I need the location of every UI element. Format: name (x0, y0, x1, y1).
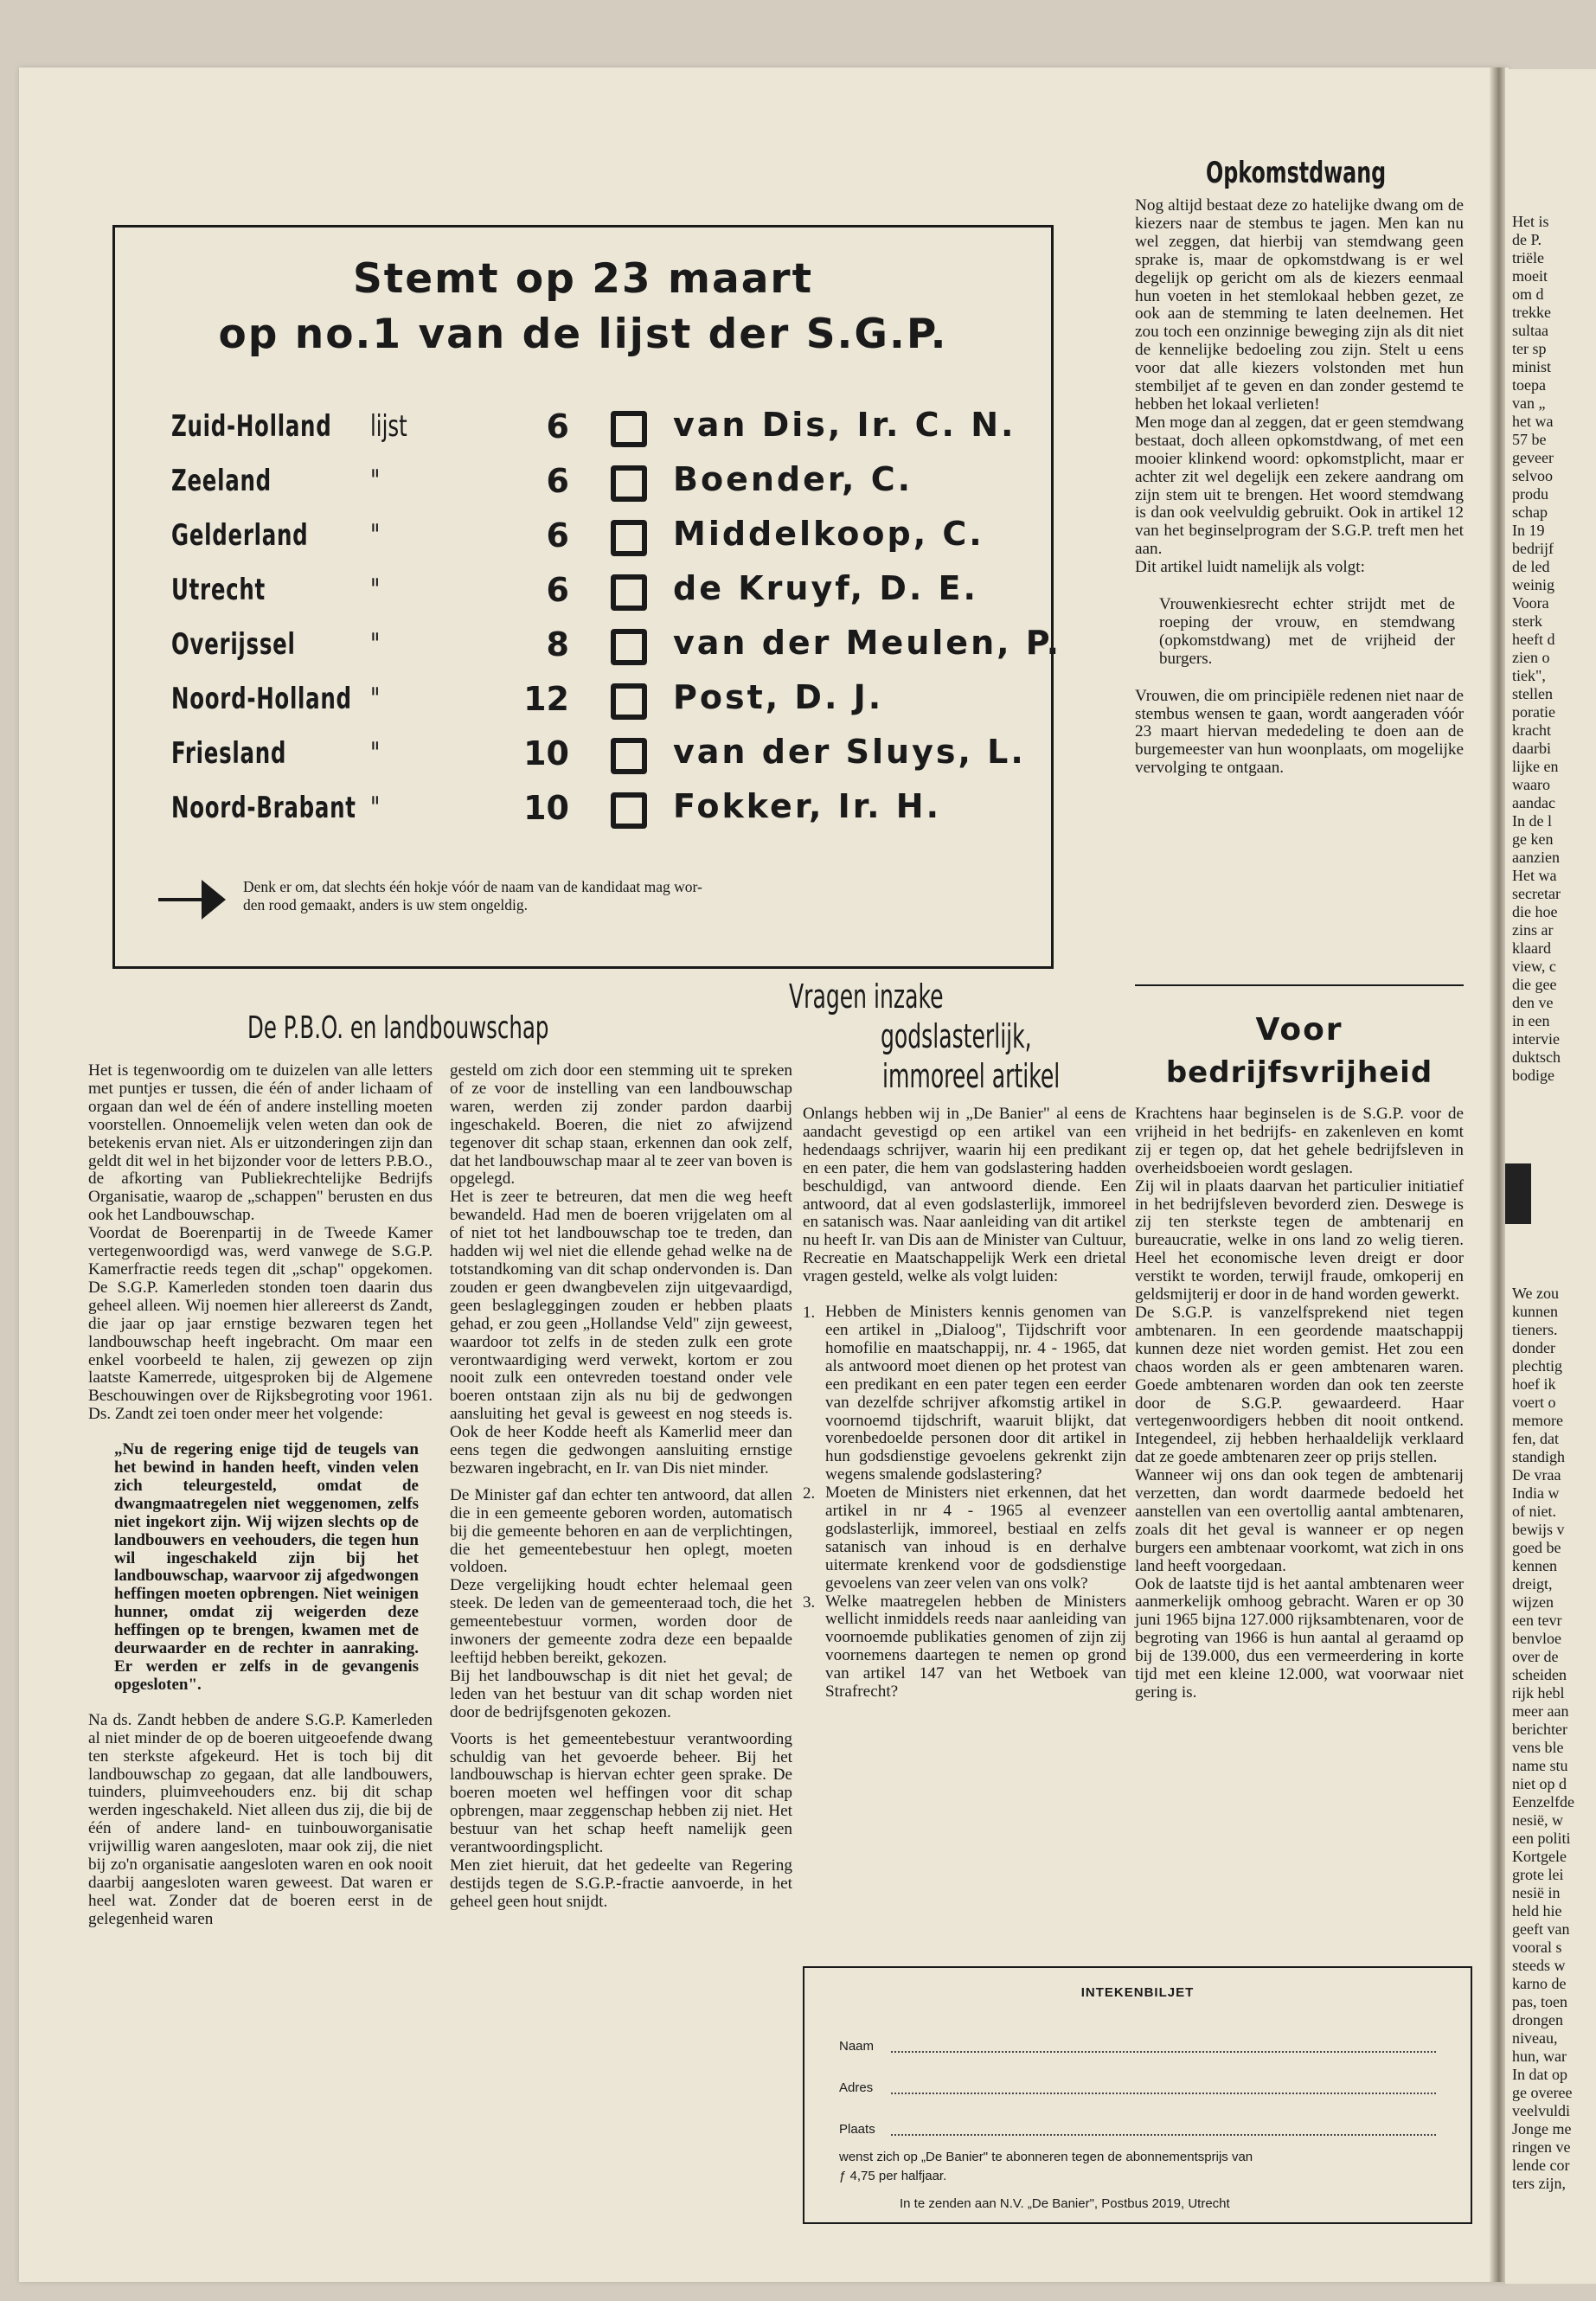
vote-checkbox-icon (611, 465, 647, 502)
next-page-fragment: schap (1512, 503, 1548, 521)
next-page-fragment: In de l (1512, 812, 1552, 830)
next-page-fragment: minist (1512, 358, 1552, 375)
next-page-fragment: standigh (1512, 1448, 1565, 1465)
divider (1135, 984, 1464, 986)
vragen-title-line2: godslasterlijk, (881, 1017, 1032, 1055)
pbo-c1-p3: Na ds. Zandt hebben de andere S.G.P. Kamerleden al niet minder de op de boeren uitgeoefende dwang ten sterkste afgekeurd. Het is toch bij dit landbouwschap zo gegaan, dat alle landbouwers, tuinders, pluimveehouders enz. bij dit schap werden ingeschakeld. Niet alleen dus zij, die bij de één of andere land- en tuinbouworganisatie vrijwillig waren aangesloten, maar ook zij, die niet bij zo'n organisatie aangesloten waren en ook nooit daarbij aangesloten waren geweest. Dat waren er heel wat. Zonder dat de boeren eerst in de gelegenheid waren (88, 1710, 433, 1928)
place-label: Plaats (839, 2122, 875, 2137)
pbo-c1-quote: „Nu de regering enige tijd de teugels van het bewind in handen heeft, vinden velen zich teleurgesteld, omdat de dwangmaatregelen niet weggenomen, zelfs niet ingekort zijn. Wij wijzen slechts op de landbouwers en veehouders, die tegen hun wil ingeschakeld zijn bij het landbouwschap, waarvoor zij afgedwongen heffingen moeten opbrengen. Niet weinigen hunner, omdat zij weigerden deze heffingen op te brengen, kwamen met de deurwaarder en de rechter in aanraking. Er werden er zelfs in de gevangenis opgesloten". (114, 1440, 419, 1694)
next-page-fragment: een politi (1512, 1830, 1571, 1847)
next-page-fragment: stellen (1512, 685, 1553, 702)
next-page-fragment: de P. (1512, 231, 1542, 248)
next-page-fragment: ge ken (1512, 830, 1554, 848)
newspaper-page (19, 67, 1509, 2282)
next-page-fragment: die hoe (1512, 903, 1558, 920)
list-number: 6 (546, 462, 569, 500)
lijst-label: " (370, 518, 381, 553)
vote-checkbox-icon (611, 629, 647, 665)
next-page-fragment: held hie (1512, 1902, 1562, 1920)
next-page-fragment: pas, toen (1512, 1993, 1567, 2010)
candidate-name: Fokker, Ir. H. (673, 787, 942, 825)
vote-checkbox-icon (611, 792, 647, 829)
name-field[interactable] (891, 2051, 1436, 2053)
form-text-line2: ƒ 4,75 per halfjaar. (839, 2169, 947, 2183)
ballot-row (171, 727, 1036, 779)
province: Noord-Brabant (171, 791, 356, 825)
voor-p2: Zij wil in plaats daarvan het particulier initiatief in het bedrijfsleven bevorderd zien. Deswege is zij ten sterkste tegen de ambtenarij en bureaucratie, welke in ons land zo welig tieren. Heel het economische leven dreigt er door verstikt te worden, terwijl fraude, omkoperij en geldsmijterij er door in de hand worden gewerkt. (1135, 1176, 1464, 1304)
next-page-fragment: scheiden (1512, 1666, 1567, 1683)
next-page-fragment: trekke (1512, 304, 1551, 321)
vote-checkbox-icon (611, 738, 647, 774)
pbo-c2-p6: Voorts is het gemeentebestuur verantwoording schuldig van het gevoerde beheer. Bij het landbouwschap is hiervan echter geen sprake. De boeren moeten wel heffingen voor dit schap opbrengen, maar zeggenschap hebben zij niet. Het bestuur van het schap heeft namelijk geen verantwoordingsplicht. (450, 1729, 792, 1857)
ballot-row (171, 510, 1036, 561)
list-number: 6 (546, 516, 569, 554)
list-number: 12 (523, 680, 569, 718)
next-page-fragment: karno de (1512, 1975, 1567, 1992)
next-page-fragment: vooral s (1512, 1939, 1562, 1956)
next-page-fragment: veelvuldi (1512, 2102, 1570, 2119)
vragen-article (803, 1106, 1126, 1702)
vote-checkbox-icon (611, 574, 647, 611)
pbo-column-1 (88, 1062, 433, 1929)
next-page-fragment: donder (1512, 1339, 1555, 1356)
next-page-fragment: het wa (1512, 413, 1554, 430)
candidate-name: Middelkoop, C. (673, 515, 984, 553)
voor-p1: Krachtens haar beginselen is de S.G.P. voor de vrijheid in het bedrijfs- en zakenleven en komt zij er tegen op, dat het gehele bedrijfsleven in overheidsboeien wordt geslagen. (1135, 1105, 1464, 1177)
pbo-c2-p1: gesteld om zich door een stemming uit te spreken of ze voor de instelling van een landbouwschap waren, werden zij zonder pardon daarbij ingeschakeld. Boeren, die niet zo afwijzend tegenover dit schap staan, erkennen dan ook zelf, dat het landbouwschap maar al te zeer van boven is opgelegd. (450, 1061, 792, 1189)
page-fold (1490, 67, 1505, 2282)
ballot-row (171, 782, 1036, 834)
next-page-fragment: tieners. (1512, 1321, 1558, 1338)
ballot-note-line2: den rood gemaakt, anders is uw stem ongeldig. (243, 896, 529, 913)
next-page-fragment: dreigt, (1512, 1575, 1553, 1593)
province: Noord-Holland (171, 682, 352, 716)
next-page-fragment: niet op d (1512, 1775, 1567, 1792)
opkomst-p4: Vrouwen, die om principiële redenen niet naar de stembus wensen te gaan, wordt aangeraden vóór 23 maart hiervan mededeling te doen aan de burgemeester van hun woonplaats, om mogelijke vervolging te ontgaan. (1135, 686, 1464, 778)
next-page-fragment: een tevr (1512, 1612, 1562, 1629)
lijst-label: " (370, 573, 381, 607)
vragen-title-line3: immoreel artikel (882, 1057, 1061, 1095)
ballot-box (112, 225, 1062, 969)
form-text (839, 2148, 1445, 2186)
question-text: Hebben de Ministers kennis genomen van een artikel in „Dialoog", Tijdschrift voor homofilie en maatschappij, nr. 4 - 1965, dat als antwoord moet dienen op het protest van een predikant en een pater tegen een eerder van dezelfde schrijver afkomstig artikel in voornoemd tijdschrift, waaruit blijkt, dat vorenbedoelde personen door dit artikel in hun godsdienstige gevoelens gekrenkt zijn wegens smalende godslastering? (825, 1303, 1126, 1484)
candidate-name: de Kruyf, D. E. (673, 569, 978, 607)
next-page-fragment: over de (1512, 1648, 1559, 1665)
next-page-fragment: lende cor (1512, 2157, 1570, 2174)
pbo-title: De P.B.O. en landbouwschap (247, 1010, 549, 1046)
next-page-fragment: hun, war (1512, 2048, 1567, 2065)
opkomst-article (1135, 197, 1464, 778)
next-page-fragment: hoef ik (1512, 1375, 1556, 1393)
question-number: 1. (803, 1304, 816, 1323)
pbo-c2-p4: Deze vergelijking houdt echter helemaal geen steek. De leden van de gemeenteraad toch, die het gemeentebestuur vormen, worden door de inwoners der gemeente zodra deze een bepaalde leeftijd hebben bereikt, gekozen. (450, 1576, 792, 1667)
vragen-title-line1: Vragen inzake (789, 977, 944, 1016)
candidate-name: van der Sluys, L. (673, 733, 1026, 771)
next-page-fragment: name stu (1512, 1757, 1568, 1774)
next-page-fragment: 57 be (1512, 431, 1547, 448)
question-text: Welke maatregelen hebben de Ministers wellicht inmiddels reeds naar aanleiding van voornoemde publikaties genomen of zijn zij voornemens daartegen te nemen op grond van artikel 147 van het Wetboek van Strafrecht? (825, 1592, 1126, 1702)
next-page-fragment: bedrijf (1512, 540, 1554, 557)
address-field[interactable] (891, 2093, 1436, 2094)
next-page-fragment: in een (1512, 1012, 1550, 1029)
ballot-note-line1: Denk er om, dat slechts één hokje vóór de naam van de kandidaat mag wor- (243, 878, 702, 895)
list-number: 10 (523, 734, 569, 772)
next-page-fragment: Het is (1512, 213, 1549, 230)
next-page-fragment: Kortgele (1512, 1848, 1567, 1865)
vragen-intro: Onlangs hebben wij in „De Banier" al eens de aandacht gevestigd op een artikel van een hedendaags schrijver, waarin hij een predikant en een pater, die hem van godslastering hadden beschuldigd, van antwoord diende. Een antwoord, dat al even godslasterlijk, immoreel en satanisch was. Naar aanleiding van dit artikel nu heeft Ir. van Dis aan de Minister van Cultuur, Recreatie en Maatschappelijk Werk een drietal vragen gesteld, welke als volgt luiden: (803, 1105, 1126, 1286)
pbo-c2-p5: Bij het landbouwschap is dit niet het geval; de leden van het bestuur van dit schap worden niet door de bedrijfsgenoten gekozen. (450, 1666, 792, 1721)
ballot-note (243, 878, 935, 914)
next-page-fragment: secretar (1512, 885, 1561, 902)
next-page-fragment: wijzen (1512, 1593, 1554, 1611)
candidate-name: van Dis, Ir. C. N. (673, 406, 1016, 444)
pbo-c2-p7: Men ziet hieruit, dat het gedeelte van Regering destijds tegen de S.G.P.-fractie aanvoerde, in het geheel geen hout snijdt. (450, 1856, 792, 1911)
next-page-fragment: nesië, w (1512, 1811, 1563, 1829)
arrow-right-icon (158, 878, 228, 921)
next-page-fragment: nesië in (1512, 1884, 1561, 1901)
next-page-fragment: poratie (1512, 703, 1555, 721)
next-page-fragment: die gee (1512, 976, 1557, 993)
next-page-fragment: bodige (1512, 1067, 1554, 1084)
form-send-to: In te zenden aan N.V. „De Banier", Postbus 2019, Utrecht (900, 2196, 1230, 2211)
next-page-fragment: berichter (1512, 1721, 1567, 1738)
next-page-text-top (1512, 213, 1561, 1085)
next-page-fragment: selvoo (1512, 467, 1553, 484)
lijst-label: " (370, 682, 381, 716)
pbo-c1-p1: Het is tegenwoordig om te duizelen van alle letters met puntjes er tussen, die één of ander lichaam of orgaan dan wel de één of andere instelling moeten voorstellen. Onnoemelijk velen weten dan ook de betekenis ervan niet. Als er uitzonderingen zijn dan geldt dit wel in het bijzonder voor de letters P.B.O., de afkorting van Publiekrechtelijke Bedrijfs Organisatie, waarop de „schappen" berusten en dus ook het Landbouwschap. (88, 1061, 433, 1225)
question-3 (803, 1593, 1126, 1702)
next-page-fragment: ge overee (1512, 2084, 1573, 2101)
pbo-c2-p2: Het is zeer te betreuren, dat men die weg heeft bewandeld. Had men de boeren vrijgelaten om al of niet tot het landbouwschap toe te treden, dan hadden wij wel niet die ellende gehad welke na de totstandkoming van dit schap ondervonden is. Dan zouden er geen dwangbevelen zijn uitgevaardigd, geen beslagleggingen zouden er hebben plaats gehad, er zou geen „Hollandse Veld" zijn geweest, waardoor tot zelfs in de steden zulk een grote verontwaardiging werd verwekt, kortom er zou nooit zulk een ontevreden toestand onder vele boeren ontstaan zijn als nu bij de gedwongen aansluiting het geval is geweest en nog steeds is. Ook de heer Kodde heeft als Kamerlid meer dan eens tegen die gedwongen aansluiting ernstige bezwaren ingebracht, en Ir. van Dis niet minder. (450, 1188, 792, 1477)
next-page-fragment: de led (1512, 558, 1550, 575)
opkomst-p3: Dit artikel luidt namelijk als volgt: (1135, 558, 1365, 577)
opkomst-p1: Nog altijd bestaat deze zo hatelijke dwang om de kiezers naar de stembus te jagen. Men kan nu wel zeggen, dat hierbij van stemdwang geen sprake is, maar de opkomstdwang is er wel degelijk op gericht om als de kiezers eenmaal hun voeten in het stemlokaal hebben gezet, ze ook aan de stemming te laten deelnemen. Het zou toch een onzinnige beweging zijn als dit niet de kennelijke bedoeling zou zijn. Stelt u eens voor dat alle kiezers volstonden met hun stembiljet af te geven en dan zonder gestemd te hebben het lokaal verlieten! (1135, 196, 1464, 413)
voor-article (1135, 1106, 1464, 1702)
next-page-fragment: grote lei (1512, 1866, 1564, 1883)
ballot-title-line2: op no.1 van de lijst der S.G.P. (218, 311, 948, 358)
pbo-c2-p3: De Minister gaf dan echter ten antwoord, dat allen die in een gemeente geboren worden, automatisch bij die gemeente behoren en aan de verplichtingen, die het gemeentebestuur hen oplegt, moeten voldoen. (450, 1485, 792, 1577)
next-page-fragment: Eenzelfde (1512, 1793, 1574, 1811)
next-page-fragment: van „ (1512, 394, 1546, 412)
next-page-fragment: vens ble (1512, 1739, 1564, 1756)
question-text: Moeten de Ministers niet erkennen, dat het artikel in nr 4 - 1965 al evenzeer godslasterlijk, immoreel, bestiaal en zelfs satanisch van inhoud is en derhalve uitermate krenkend voor de godsdienstige gevoelens van zeer velen van ons volk? (825, 1484, 1126, 1593)
lijst-label: " (370, 464, 381, 498)
next-page-fragment: aandac (1512, 794, 1555, 811)
pbo-c1-p2: Voordat de Boerenpartij in de Tweede Kamer vertegenwoordigd was, werd vanwege de S.G.P. Kamerfractie reeds tegen dit „schap" opgekomen. De S.G.P. Kamerleden stonden toen daarin dus geheel alleen. Wij noemen hier allereerst ds Zandt, die jaar op jaar ernstige bezwaren tegen het landbouwschap heeft ingebracht. Om maar een enkel voorbeeld te halen, zij gewezen op zijn laatste Kamerrede, uitgesproken bij de Algemene Beschouwingen over de Rijksbegroting voor 1961. Ds. Zandt zei toen onder meer het volgende: (88, 1224, 433, 1424)
candidate-name: Post, D. J. (673, 678, 884, 716)
list-number: 6 (546, 571, 569, 609)
question-1 (803, 1304, 1126, 1484)
next-page-fragment: kunnen (1512, 1303, 1558, 1320)
opkomst-title: Opkomstdwang (1206, 156, 1387, 190)
next-page-fragment: tiek", (1512, 667, 1546, 684)
lijst-label: " (370, 627, 381, 662)
next-page-fragment: daarbi (1512, 740, 1551, 757)
next-page-fragment: niveau, (1512, 2029, 1558, 2047)
name-label: Naam (839, 2039, 875, 2054)
form-text-line1: wenst zich op „De Banier" te abonneren tegen de abonnementsprijs van (839, 2150, 1253, 2164)
next-page-fragment: voert o (1512, 1394, 1556, 1411)
next-page-fragment: moeit (1512, 267, 1548, 285)
province: Overijssel (171, 627, 296, 662)
next-page-fragment: India w (1512, 1484, 1560, 1502)
next-page-fragment: De vraa (1512, 1466, 1561, 1484)
next-page-edge (1505, 69, 1596, 2284)
next-page-fragment: bewijs v (1512, 1521, 1565, 1538)
next-page-text-bottom (1512, 1285, 1574, 2193)
next-page-fragment: waaro (1512, 776, 1550, 793)
next-page-fragment: drongen (1512, 2011, 1563, 2029)
next-page-fragment: In dat op (1512, 2066, 1567, 2083)
next-page-fragment: zien o (1512, 649, 1550, 666)
next-page-fragment: goed be (1512, 1539, 1561, 1556)
next-page-fragment: fen, dat (1512, 1430, 1559, 1447)
question-number: 2. (803, 1484, 816, 1503)
pbo-column-2 (450, 1062, 792, 1912)
ballot-title-line1: Stemt op 23 maart (352, 255, 814, 303)
province: Zeeland (171, 464, 272, 498)
voor-p5: Ook de laatste tijd is het aantal ambtenaren weer aanmerkelijk omhoog gebracht. Waren er op 30 juni 1965 bijna 127.000 rijksambtenaren, voor de begroting van 1966 is hun aantal al geraamd op bij de 139.000, dus een vermeerdering in korte tijd met een kleine 12.000, wat voorwaar niet gering is. (1135, 1574, 1464, 1702)
opkomst-p2: Men moge dan al zeggen, dat er geen stemdwang bestaat, doch alleen opkomstdwang, of met een mooier klinkend woord: opkomstplicht, maar er achter zit wel degelijk een zekere aandrang om zijn stem uit te brengen. Het woord stemdwang is dan ook veelvuldig gebruikt. Ook in artikel 12 van het beginselprogram der S.G.P. treft men het aan. (1135, 413, 1464, 559)
next-page-fragment: sultaa (1512, 322, 1548, 339)
next-page-fragment: We zou (1512, 1285, 1560, 1302)
next-page-fragment: zins ar (1512, 921, 1554, 939)
list-number: 6 (546, 407, 569, 445)
question-number: 3. (803, 1593, 816, 1612)
next-page-fragment: meer aan (1512, 1702, 1569, 1720)
voor-p3: De S.G.P. is vanzelfsprekend niet tegen ambtenaren. In een geordende maatschappij kunnen deze niet worden gemist. Het zou een chaos worden als er geen ambtenaren waren. Goede ambtenaren worden dan ook ten zeerste door de S.G.P. gewaardeerd. Haar vertegenwoordigers hebben dit nooit ontkend. Integendeel, zij hebben herhaaldelijk verklaard dat ze goede ambtenaren zeer op prijs stellen. (1135, 1303, 1464, 1467)
place-field[interactable] (891, 2134, 1436, 2136)
list-number: 8 (546, 625, 569, 663)
lijst-label: " (370, 736, 381, 771)
next-page-fragment: Het wa (1512, 867, 1557, 884)
question-2 (803, 1484, 1126, 1593)
candidate-name: Boender, C. (673, 460, 913, 498)
province: Gelderland (171, 518, 309, 553)
black-block (1505, 1163, 1531, 1224)
next-page-fragment: Jonge me (1512, 2120, 1572, 2138)
next-page-fragment: geeft van (1512, 1920, 1570, 1938)
subscription-form (803, 1966, 1472, 2224)
next-page-fragment: plechtig (1512, 1357, 1562, 1375)
next-page-fragment: memore (1512, 1412, 1563, 1429)
next-page-fragment: produ (1512, 485, 1548, 503)
next-page-fragment: klaard (1512, 939, 1551, 957)
vote-checkbox-icon (611, 411, 647, 447)
ballot-row (171, 619, 1062, 670)
address-label: Adres (839, 2080, 874, 2095)
next-page-fragment: geveer (1512, 449, 1554, 466)
next-page-fragment: rijk hebl (1512, 1684, 1565, 1702)
opkomst-quote: Vrouwenkiesrecht echter strijdt met de roeping der vrouw, en stemdwang (opkomstdwang) met de vrijheid der burgers. (1159, 595, 1455, 668)
province: Zuid-Holland (171, 409, 332, 444)
lijst-label: lijst (370, 409, 407, 444)
next-page-fragment: weinig (1512, 576, 1554, 593)
next-page-fragment: steeds w (1512, 1957, 1566, 1974)
next-page-fragment: ter sp (1512, 340, 1547, 357)
voor-title-line2: bedrijfsvrijheid (1165, 1055, 1433, 1090)
next-page-fragment: benvloe (1512, 1630, 1561, 1647)
next-page-fragment: heeft d (1512, 631, 1555, 648)
next-page-fragment: om d (1512, 285, 1544, 303)
vote-checkbox-icon (611, 683, 647, 720)
form-title: INTEKENBILJET (1080, 1985, 1195, 2000)
ballot-row (171, 673, 1036, 725)
next-page-fragment: duktsch (1512, 1048, 1561, 1066)
next-page-fragment: kennen (1512, 1557, 1557, 1574)
next-page-fragment: sterk (1512, 612, 1542, 630)
next-page-fragment: toepa (1512, 376, 1546, 394)
next-page-fragment: lijke en (1512, 758, 1559, 775)
next-page-fragment: den ve (1512, 994, 1554, 1011)
next-page-fragment: view, c (1512, 958, 1556, 975)
voor-title-line1: Voor (1255, 1012, 1343, 1048)
vote-checkbox-icon (611, 520, 647, 556)
next-page-fragment: In 19 (1512, 522, 1545, 539)
next-page-fragment: ters zijn, (1512, 2175, 1566, 2192)
lijst-label: " (370, 791, 381, 825)
province: Friesland (171, 736, 287, 771)
ballot-row (171, 401, 1036, 452)
next-page-fragment: triële (1512, 249, 1544, 266)
next-page-fragment: intervie (1512, 1030, 1560, 1048)
next-page-fragment: Voora (1512, 594, 1549, 612)
voor-p4: Wanneer wij ons dan ook tegen de ambtenarij verzetten, dan wordt daarmede bedoeld het aanstellen van een overtollig aantal ambtenaren, zoals dit het geval is wanneer er op negen burgers een ambtenaar voorkomt, wat zich in ons land heeft voorgedaan. (1135, 1466, 1464, 1575)
candidate-name: van der Meulen, P. (673, 624, 1062, 662)
next-page-fragment: of niet. (1512, 1503, 1556, 1520)
next-page-fragment: kracht (1512, 721, 1551, 739)
next-page-fragment: ringen ve (1512, 2138, 1571, 2156)
ballot-row (171, 455, 1036, 507)
next-page-fragment: aanzien (1512, 849, 1560, 866)
list-number: 10 (523, 789, 569, 827)
province: Utrecht (171, 573, 266, 607)
ballot-row (171, 564, 1036, 616)
